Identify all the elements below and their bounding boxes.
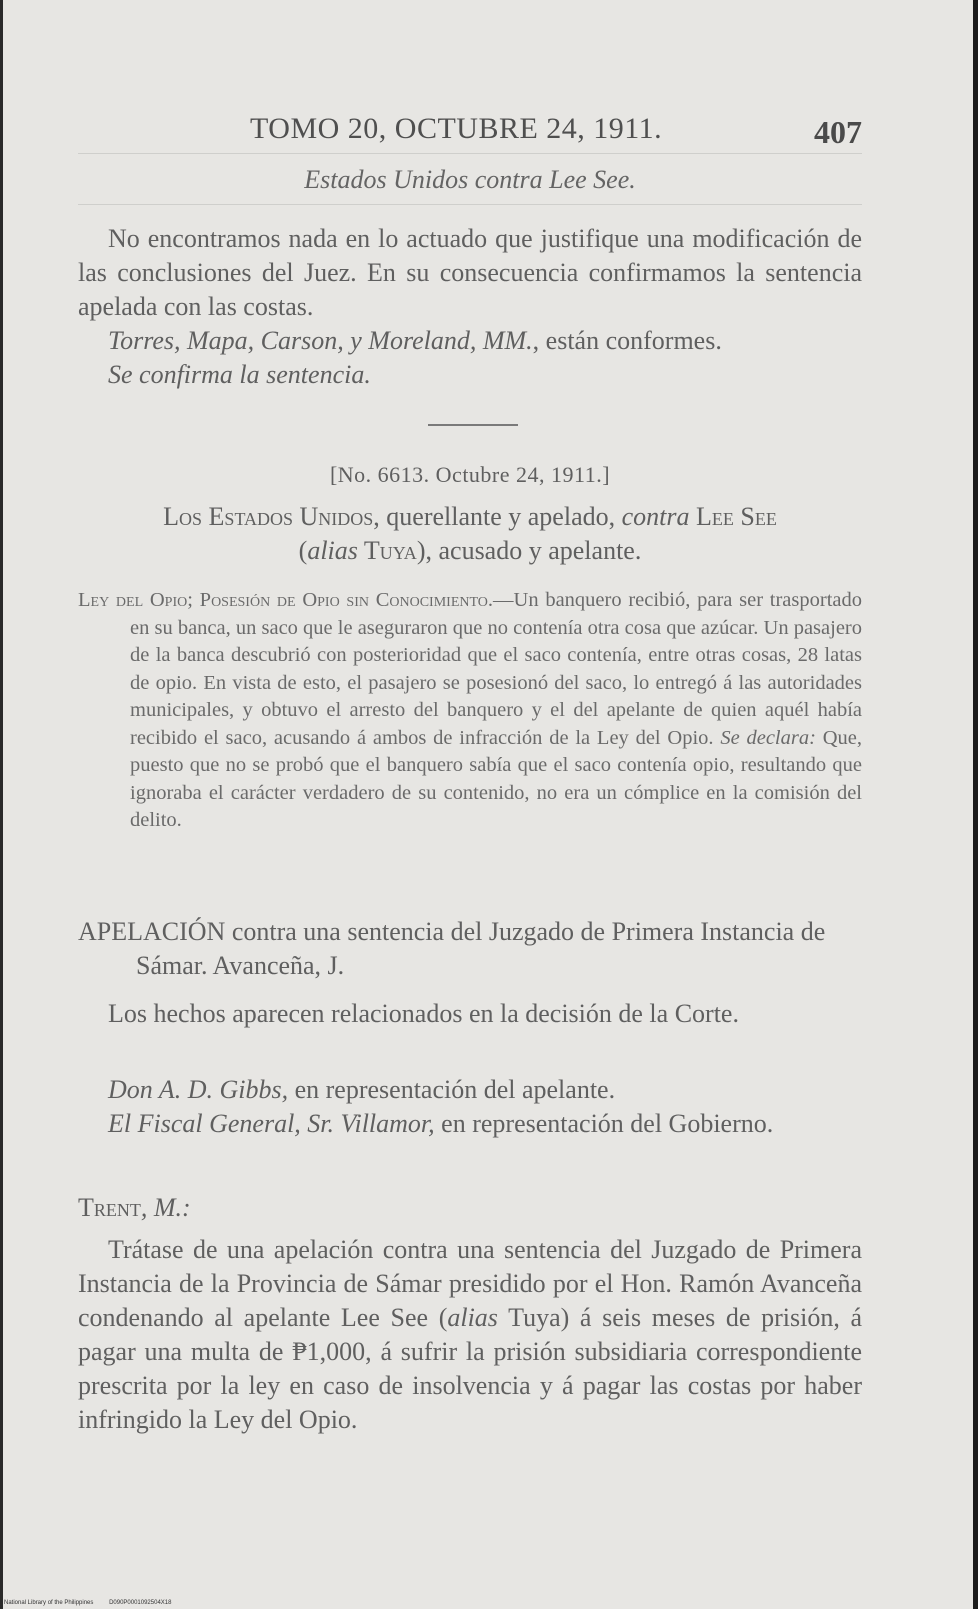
docket-number: [No. 6613. Octubre 24, 1911.]	[329, 462, 611, 487]
header-rule	[78, 153, 862, 154]
opinion-author	[78, 1191, 862, 1225]
held-text: Que, puesto que no se probó que el banquero sabía que el saco contenía opio, resultando que ignoraba el carácter verdadero de su contenido, no era un cómplice en la comisión del delito.	[130, 726, 863, 831]
defendant-role: , acusado y apelante.	[425, 536, 642, 565]
alias-word: alias	[307, 536, 358, 565]
disposition: Se confirma la sentencia.	[108, 360, 371, 389]
government-counsel-name: El Fiscal General, Sr. Villamor,	[108, 1109, 435, 1138]
opinion-text-a: Trátase de una apelación contra una sentencia del Juzgado de Primera Instancia de la Provincia de Sámar presidido por el Hon. Ramón Avanceña condenando al apelante Lee See (	[78, 1235, 862, 1332]
syllabus-topic: Ley del Opio; Posesión de Opio sin Conocimiento.	[78, 589, 494, 611]
page-number: 407	[814, 114, 862, 150]
appellant-counsel-name: Don A. D. Gibbs,	[108, 1075, 289, 1104]
appellant-counsel	[78, 1073, 862, 1107]
plaintiff: Los Estados Unidos	[163, 502, 374, 531]
opinion-alias-word: alias	[447, 1303, 498, 1332]
held-label: Se declara:	[720, 726, 816, 749]
syllabus	[78, 587, 862, 835]
judge-name: Trent	[78, 1193, 141, 1222]
library-name: National Library of the Philippines	[4, 1600, 94, 1606]
opinion	[78, 1191, 862, 1437]
appeal-label: APELACIÓN	[78, 917, 226, 946]
judge-title: , M.:	[140, 1193, 191, 1222]
alias-name: Tuya	[357, 536, 417, 565]
scan-code: D090P0001092504X18	[109, 1600, 172, 1606]
facts-text: Los hechos aparecen relacionados en la decisión de la Corte.	[108, 999, 739, 1028]
government-counsel	[78, 1107, 862, 1141]
opinion-text-b: Tuya) á seis meses de prisión, á pagar una multa de ₱1,000, á sufrir la prisión subsidiaria correspondiente prescrita por la ley en caso de insolvencia y á pagar las costas por haber infringido la Ley del Opio.	[78, 1303, 862, 1434]
defendant: Lee See	[696, 502, 777, 531]
appeal-paragraph	[78, 915, 862, 983]
facts-paragraph	[78, 997, 862, 1031]
subhead-rule	[78, 204, 862, 205]
appeal-text: contra una sentencia del Juzgado de Primera Instancia de Sámar. Avanceña, J.	[136, 917, 826, 980]
contra-word: contra	[621, 502, 690, 531]
appeal-line	[78, 915, 862, 983]
scan-right-edge	[973, 0, 978, 1609]
case-caption	[78, 500, 862, 568]
concurrence-line	[78, 324, 862, 358]
concurrence-text: , están conformes.	[532, 326, 722, 355]
volume-date-title: TOMO 20, OCTUBRE 24, 1911.	[250, 112, 663, 145]
prior-case-paragraph: No encontramos nada en lo actuado que justifique una modificación de las conclusiones del Juez. En su consecuencia confirmamos la sentencia apelada con las costas.	[78, 224, 862, 321]
scan-left-edge	[0, 0, 3, 1609]
plaintiff-role: , querellante y apelado,	[373, 502, 622, 531]
appellant-counsel-text: en representación del apelante.	[288, 1075, 616, 1104]
case-running-title: Estados Unidos contra Lee See.	[304, 165, 636, 194]
scan-footer	[4, 1600, 185, 1606]
prior-case-ending	[78, 222, 862, 392]
running-header	[78, 112, 862, 152]
syllabus-body: —Un banquero recibió, para ser trasportado en su banca, un saco que le aseguraron que no contenía otra cosa que azúcar. Un pasajero de la banca descubrió con posterioridad que el saco contenía, entre otras cosas, 28 latas de opio. En vista de esto, el pasajero se posesionó del saco, lo entregó á las autoridades municipales, y obtuvo el arresto del banquero y el del apelante de quien aquél había recibido el saco, acusando á ambos de infracción de la Ley del Opio.	[130, 589, 862, 749]
alias-open-paren: (	[298, 536, 308, 565]
alias-close-paren: )	[416, 536, 426, 565]
case-separator-rule	[428, 424, 518, 426]
opinion-paragraph	[78, 1233, 862, 1437]
counsel-block	[78, 1073, 862, 1141]
concurring-justices: Torres, Mapa, Carson, y Moreland, MM.	[108, 326, 533, 355]
government-counsel-text: en representación del Gobierno.	[434, 1109, 774, 1138]
